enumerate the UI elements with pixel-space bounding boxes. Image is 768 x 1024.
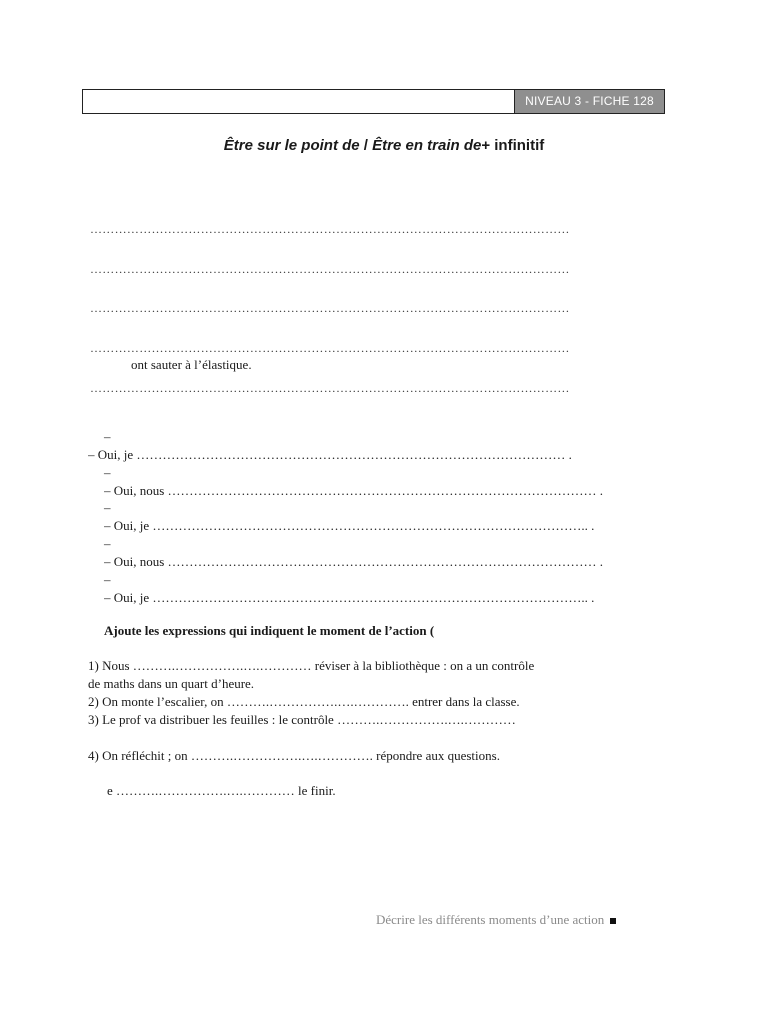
dialogue-dash: – <box>104 500 111 515</box>
exercise-line-3: 3) Le prof va distribuer les feuilles : le contrôle ……….…………….….………… <box>88 712 516 727</box>
square-bullet-icon <box>610 918 616 924</box>
answer-line-5[interactable]: ……………………………………………………………………………………………………… <box>90 381 570 395</box>
exercise-line-1: 1) Nous ……….…………….….………… réviser à la bibliothèque : on a un contrôle <box>88 658 535 673</box>
title-separator: / <box>359 137 373 154</box>
exercise-line-5: e ……….…………….….………… le finir. <box>107 783 336 798</box>
title-part-1: Être sur le point de <box>223 137 360 154</box>
level-tag: NIVEAU 3 - FICHE 128 <box>514 90 664 113</box>
answer-line-3[interactable]: ……………………………………………………………………………………………………… <box>90 301 570 315</box>
header-box <box>82 89 665 114</box>
dialogue-dash: – <box>104 536 111 551</box>
exercise-line-2: 2) On monte l’escalier, on ……….…………….….…………. entrer dans la classe. <box>88 694 520 709</box>
dialogue-answer: – Oui, je ……………………………………………………………………………………….. . <box>104 518 595 533</box>
exercise-line-1-cont: de maths dans un quart d’heure. <box>88 676 255 691</box>
dialogue-answer: – Oui, je ……………………………………………………………………………………… . <box>88 447 572 462</box>
page-title <box>0 137 768 154</box>
dialogue-dash: – <box>104 465 111 480</box>
title-part-3: + infinitif <box>481 137 545 154</box>
answer-line-4[interactable]: ……………………………………………………………………………………………………… <box>90 341 570 355</box>
title-part-2: Être en train de <box>372 137 482 154</box>
exercise-line-4: 4) On réfléchit ; on ……….…………….….…………. répondre aux questions. <box>88 748 500 763</box>
dialogue-dash: – <box>104 429 111 444</box>
answer-line-2[interactable]: ……………………………………………………………………………………………………… <box>90 262 570 276</box>
exercise-instruction: Ajoute les expressions qui indiquent le moment de l’action ( <box>104 623 435 638</box>
dialogue-answer: – Oui, nous ……………………………………………………………………………………… . <box>104 483 604 498</box>
dialogue-answer: – Oui, je ……………………………………………………………………………………….. . <box>104 590 595 605</box>
footer-text: Décrire les différents moments d’une action <box>376 912 605 927</box>
exercise-note: ont sauter à l’élastique. <box>131 357 252 372</box>
dialogue-answer: – Oui, nous ……………………………………………………………………………………… . <box>104 554 604 569</box>
answer-line-1[interactable]: ……………………………………………………………………………………………………… <box>90 222 570 236</box>
footer <box>376 912 616 928</box>
dialogue-dash: – <box>104 572 111 587</box>
